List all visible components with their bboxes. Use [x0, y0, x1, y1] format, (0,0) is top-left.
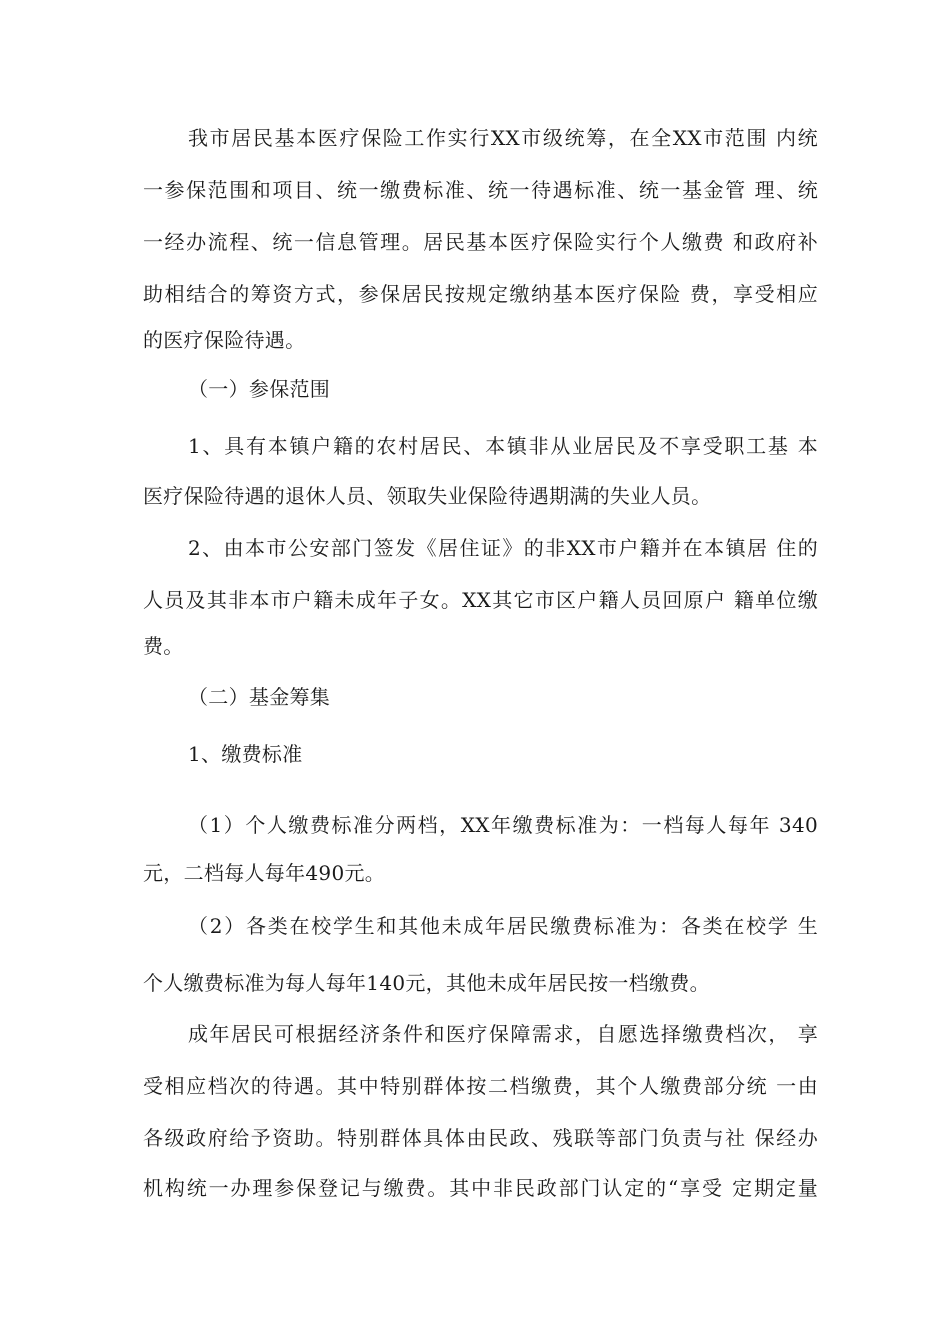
text-line: 的医疗保险待遇。 — [143, 328, 306, 352]
text-line: 各级政府给予资助。特别群体具体由民政、残联等部门负责与社 保经办 — [143, 1126, 818, 1150]
text-line: （2）各类在校学生和其他未成年居民缴费标准为：各类在校学 生 — [188, 914, 818, 938]
subsection-heading: 1、缴费标准 — [188, 742, 303, 766]
text-line: 机构统一办理参保登记与缴费。其中非民政部门认定的“享受 定期定量 — [143, 1176, 818, 1200]
text-line: 成年居民可根据经济条件和医疗保障需求，自愿选择缴费档次， 享 — [188, 1022, 818, 1046]
text-line: 受相应档次的待遇。其中特别群体按二档缴费，其个人缴费部分统 一由 — [143, 1074, 818, 1098]
text-line: 一参保范围和项目、统一缴费标准、统一待遇标准、统一基金管 理、统 — [143, 178, 818, 202]
text-line: 2、由本市公安部门签发《居住证》的非XX市户籍并在本镇居 住的 — [188, 536, 818, 560]
section-heading: （一）参保范围 — [188, 377, 331, 401]
section-heading: （二）基金筹集 — [188, 685, 331, 709]
text-line: 费。 — [143, 634, 184, 658]
text-line: （1）个人缴费标准分两档，XX年缴费标准为：一档每人每年 340 — [188, 813, 818, 837]
text-line: 医疗保险待遇的退休人员、领取失业保险待遇期满的失业人员。 — [143, 484, 712, 508]
text-line: 1、具有本镇户籍的农村居民、本镇非从业居民及不享受职工基 本 — [188, 434, 818, 458]
text-line: 元，二档每人每年490元。 — [143, 861, 386, 885]
text-line: 个人缴费标准为每人每年140元，其他未成年居民按一档缴费。 — [143, 971, 710, 995]
text-line: 人员及其非本市户籍未成年子女。XX其它市区户籍人员回原户 籍单位缴 — [143, 588, 818, 612]
text-line: 助相结合的筹资方式，参保居民按规定缴纳基本医疗保险 费，享受相应 — [143, 282, 818, 306]
text-line: 一经办流程、统一信息管理。居民基本医疗保险实行个人缴费 和政府补 — [143, 230, 818, 254]
text-line: 我市居民基本医疗保险工作实行XX市级统筹，在全XX市范围 内统 — [188, 126, 818, 150]
